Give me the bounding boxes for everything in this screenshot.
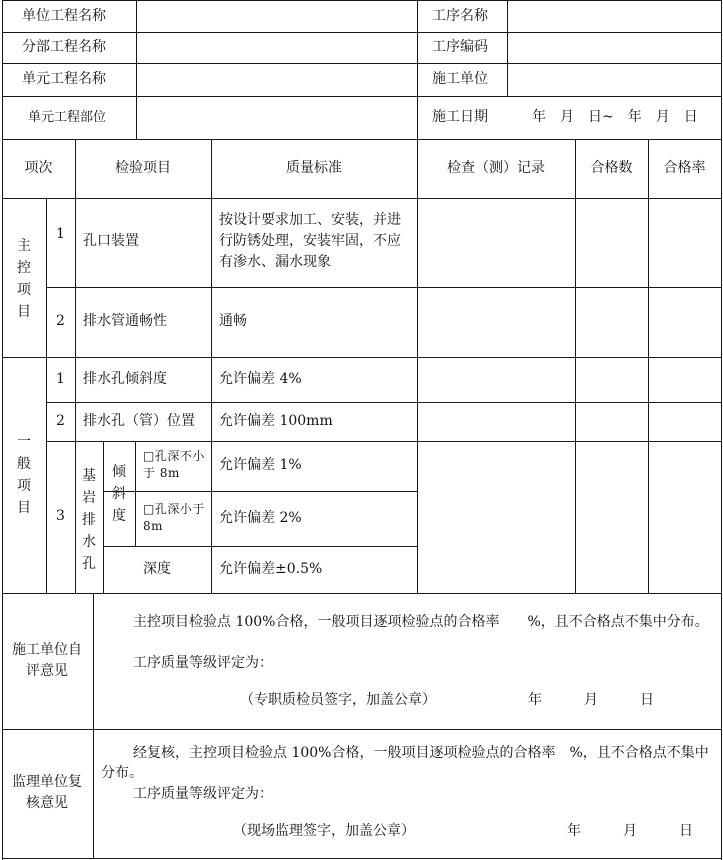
- supervision-review-signature: （现场监理签字，加盖公章）: [233, 823, 415, 839]
- self-evaluation-signature: （专职质检员签字，加盖公章）: [240, 692, 436, 708]
- supervision-review-grade-line: 工序质量等级评定为：: [133, 786, 273, 802]
- main-row-1-standard: 按设计要求加工、安装，并进行防锈处理，安装牢固，不应有渗水、漏水现象: [219, 212, 401, 270]
- general-row-1-standard: 允许偏差 4%: [219, 371, 302, 387]
- cond-deep: □孔深不小于 8m: [143, 449, 205, 480]
- main-items-group-label: 主控项目: [17, 238, 31, 320]
- process-code-label: 工序编码: [432, 39, 488, 55]
- col-record: 检查（测）记录: [447, 160, 545, 176]
- supervision-review-label: 监理单位复核意见: [12, 774, 82, 811]
- std-deep: 允许偏差 1%: [219, 457, 302, 473]
- general-row-2-no: 2: [56, 413, 65, 429]
- col-quality-standard: 质量标准: [286, 160, 342, 176]
- self-evaluation-text: 主控项目检验点 100%合格，一般项目逐项检验点的合格率 %，且不合格点不集中分布。: [133, 614, 709, 630]
- general-row-3-item: 基岩排水孔: [82, 468, 96, 572]
- element-location-label: 单元工程部位: [28, 110, 107, 125]
- main-row-2-no: 2: [56, 313, 65, 329]
- self-evaluation-grade-line: 工序质量等级评定为：: [133, 655, 273, 671]
- main-row-1-no: 1: [56, 226, 65, 242]
- construction-date-label: 施工日期: [432, 109, 488, 125]
- col-inspection-item: 检验项目: [115, 160, 171, 176]
- sub-project-label: 分部工程名称: [22, 39, 106, 55]
- main-row-1-item: 孔口装置: [83, 233, 139, 249]
- unit-project-label: 单位工程名称: [22, 8, 106, 24]
- self-evaluation-label: 施工单位自评意见: [12, 642, 82, 679]
- col-qualified-count: 合格数: [590, 160, 633, 176]
- supervision-review-date: 年 月 日: [567, 823, 693, 839]
- construction-unit-label: 施工单位: [432, 71, 488, 87]
- general-row-1-no: 1: [56, 371, 65, 387]
- general-row-3-no: 3: [56, 508, 65, 524]
- general-items-group-label: 一般项目: [17, 434, 31, 516]
- main-row-2-item: 排水管通畅性: [83, 313, 167, 329]
- std-depth: 允许偏差±0.5%: [219, 561, 323, 577]
- element-project-label: 单元工程名称: [22, 71, 106, 87]
- col-item-no: 项次: [24, 160, 53, 176]
- construction-date-value: 年 月 日~ 年 月 日: [532, 109, 698, 125]
- std-shallow: 允许偏差 2%: [219, 510, 302, 526]
- cond-shallow: □孔深小于 8m: [143, 502, 205, 533]
- depth-label: 深度: [143, 561, 171, 577]
- general-row-1-item: 排水孔倾斜度: [83, 371, 167, 387]
- self-evaluation-date: 年 月 日: [528, 692, 654, 708]
- supervision-review-text: 经复核，主控项目检验点 100%合格，一般项目逐项检验点的合格率 %，且不合格点不集中分布。: [101, 745, 709, 781]
- general-row-2-standard: 允许偏差 100mm: [219, 413, 333, 429]
- process-name-label: 工序名称: [432, 8, 488, 24]
- col-qualified-rate: 合格率: [663, 160, 706, 176]
- general-row-2-item: 排水孔（管）位置: [83, 413, 195, 429]
- general-row-3-sub-item: 倾斜度: [112, 464, 126, 524]
- main-row-2-standard: 通畅: [219, 313, 247, 329]
